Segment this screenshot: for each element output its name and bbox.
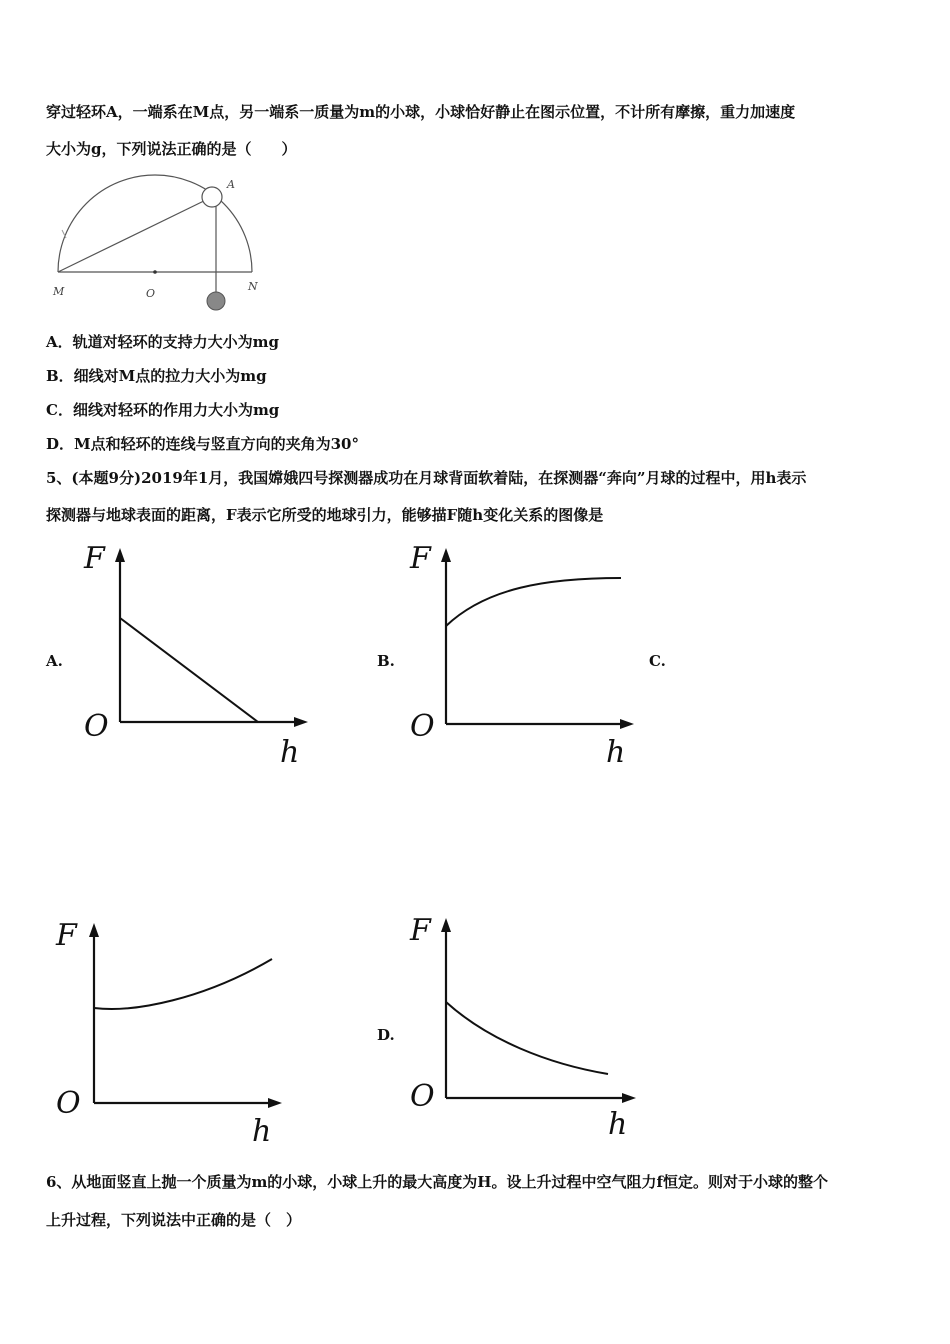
q5-option-a-label[interactable]: A.: [46, 652, 63, 670]
q5-graph-c[interactable]: [54, 915, 294, 1149]
q4-option-c[interactable]: C．细线对轻环的作用力大小为mg: [46, 401, 280, 419]
q5-graph-d-y-label: F: [410, 913, 431, 948]
q5-graph-c-x-label: h: [252, 1114, 272, 1149]
q4-option-b[interactable]: B．细线对M点的拉力大小为mg: [46, 367, 267, 385]
q4-label-M: M: [53, 285, 65, 298]
q5-graph-a-x-label: h: [280, 735, 300, 770]
q5-option-b-label[interactable]: B.: [377, 652, 395, 670]
q5-graph-c-y-label: F: [56, 918, 77, 953]
q4-option-a[interactable]: A．轨道对轻环的支持力大小为mg: [46, 333, 279, 351]
q4-text-line1: 穿过轻环A，一端系在M点，另一端系一质量为m的小球，小球恰好静止在图示位置，不计所有摩擦，重力加速度: [46, 103, 796, 121]
q5-graph-a-origin: O: [84, 709, 109, 744]
q6-text-line2: 上升过程，下列说法中正确的是（ ）: [46, 1211, 302, 1229]
q5-graph-a-y-label: F: [84, 541, 105, 576]
q6-text-line1: 6、从地面竖直上抛一个质量为m的小球，小球上升的最大高度为H。设上升过程中空气阻力f恒定。则对于小球的整个: [46, 1173, 828, 1191]
q5-graph-d-origin: O: [410, 1079, 435, 1114]
q4-semicircle-diagram: [50, 170, 270, 315]
q5-option-c-label[interactable]: C.: [649, 652, 666, 670]
q5-text-line1: 5、(本题9分)2019年1月，我国嫦娥四号探测器成功在月球背面软着陆，在探测器“奔向”月球的过程中，用h表示: [46, 469, 807, 487]
q4-option-d[interactable]: D．M点和轻环的连线与竖直方向的夹角为30°: [46, 435, 359, 453]
q5-graph-a[interactable]: [80, 540, 320, 770]
q4-label-N: N: [248, 280, 258, 293]
q4-label-A: A: [227, 178, 235, 191]
q5-graph-b[interactable]: [406, 540, 646, 770]
q4-label-O: O: [146, 287, 156, 300]
q5-text-line2: 探测器与地球表面的距离，F表示它所受的地球引力，能够描F随h变化关系的图像是: [46, 506, 604, 524]
q5-graph-d-x-label: h: [608, 1107, 628, 1142]
q5-graph-b-y-label: F: [410, 541, 431, 576]
q4-text-line2: 大小为g，下列说法正确的是（ ）: [46, 140, 297, 158]
q5-graph-b-origin: O: [410, 709, 435, 744]
q5-graph-c-origin: O: [56, 1086, 81, 1121]
q5-option-d-label[interactable]: D.: [377, 1026, 395, 1044]
q5-graph-d[interactable]: [408, 910, 648, 1140]
q5-graph-b-x-label: h: [606, 735, 626, 770]
